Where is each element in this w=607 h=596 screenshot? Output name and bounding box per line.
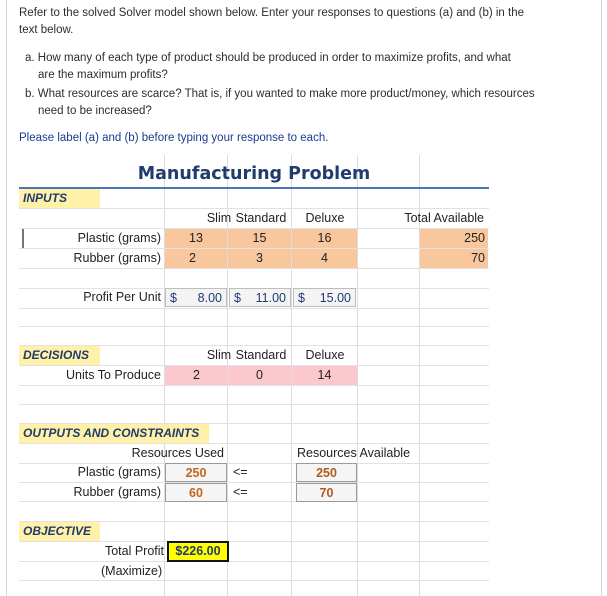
grid-row bbox=[19, 326, 489, 327]
question-b-line-1: b. What resources are scarce? That is, if you wanted to make more product/money, which resources bbox=[25, 88, 535, 100]
total-available-header[interactable]: Total Available bbox=[404, 211, 484, 225]
input-header-standard[interactable]: Standard bbox=[235, 211, 287, 225]
rubber-deluxe-cell[interactable]: 4 bbox=[292, 249, 357, 268]
currency-symbol: $ bbox=[298, 291, 305, 305]
input-header-slim[interactable]: Slim bbox=[206, 211, 232, 225]
units-standard-cell[interactable]: 0 bbox=[228, 366, 291, 385]
outputs-section-label[interactable]: OUTPUTS AND CONSTRAINTS bbox=[19, 424, 209, 443]
rubber-available-output-cell[interactable]: 70 bbox=[296, 483, 357, 502]
grid-row bbox=[19, 385, 489, 386]
intro-line-2: text below. bbox=[19, 24, 74, 36]
input-header-deluxe[interactable]: Deluxe bbox=[305, 211, 345, 225]
currency-symbol: $ bbox=[234, 291, 241, 305]
question-a bbox=[25, 50, 511, 84]
input-row-label[interactable]: Plastic (grams) bbox=[77, 231, 161, 245]
profit-per-unit-label[interactable]: Profit Per Unit bbox=[83, 290, 161, 304]
grid-row bbox=[19, 308, 489, 309]
units-to-produce-label[interactable]: Units To Produce bbox=[66, 368, 161, 382]
question-b-line-2: need to be increased? bbox=[38, 105, 152, 117]
solver-spreadsheet bbox=[19, 155, 489, 596]
objective-section-label[interactable]: OBJECTIVE bbox=[19, 522, 100, 541]
plastic-standard-cell[interactable]: 15 bbox=[228, 229, 291, 248]
label-note: Please label (a) and (b) before typing your response to each. bbox=[19, 132, 329, 144]
question-a-line-1: a. How many of each type of product should be produced in order to maximize profits, and what bbox=[25, 52, 511, 64]
output-row-label[interactable]: Plastic (grams) bbox=[77, 465, 161, 479]
decision-header-deluxe[interactable]: Deluxe bbox=[305, 348, 345, 362]
intro-text bbox=[19, 5, 524, 39]
grid-row bbox=[19, 404, 489, 405]
maximize-label[interactable]: (Maximize) bbox=[101, 564, 163, 578]
total-profit-label[interactable]: Total Profit bbox=[104, 544, 164, 558]
intro-line-1: Refer to the solved Solver model shown below. Enter your responses to questions (a) and (b) in the bbox=[19, 7, 524, 19]
profit-value: 8.00 bbox=[197, 291, 222, 305]
output-row-label[interactable]: Rubber (grams) bbox=[73, 485, 161, 499]
grid-row bbox=[19, 561, 489, 562]
input-row-label[interactable]: Rubber (grams) bbox=[73, 251, 161, 265]
rubber-used-cell[interactable]: 60 bbox=[165, 483, 227, 502]
plastic-available-output-cell[interactable]: 250 bbox=[296, 463, 357, 482]
rubber-standard-cell[interactable]: 3 bbox=[228, 249, 291, 268]
constraint-operator[interactable]: <= bbox=[233, 485, 248, 499]
plastic-slim-cell[interactable]: 13 bbox=[165, 229, 227, 248]
currency-symbol: $ bbox=[170, 291, 177, 305]
decisions-section-label[interactable]: DECISIONS bbox=[19, 346, 100, 365]
profit-slim-cell[interactable] bbox=[165, 288, 227, 307]
inputs-section-label[interactable]: INPUTS bbox=[19, 189, 100, 208]
resources-available-header[interactable]: Resources Available bbox=[297, 446, 411, 460]
rubber-available-cell[interactable]: 70 bbox=[420, 249, 488, 268]
grid-row bbox=[19, 268, 489, 269]
plastic-available-cell[interactable]: 250 bbox=[420, 229, 488, 248]
question-a-line-2: are the maximum profits? bbox=[38, 69, 168, 81]
plastic-deluxe-cell[interactable]: 16 bbox=[292, 229, 357, 248]
profit-value: 15.00 bbox=[319, 291, 351, 305]
sheet-title: Manufacturing Problem bbox=[137, 164, 371, 184]
profit-deluxe-cell[interactable] bbox=[293, 288, 356, 307]
units-deluxe-cell[interactable]: 14 bbox=[292, 366, 357, 385]
decision-header-standard[interactable]: Standard bbox=[235, 348, 287, 362]
question-b bbox=[25, 86, 535, 120]
grid-col bbox=[357, 155, 358, 596]
total-profit-cell[interactable]: $226.00 bbox=[167, 541, 229, 562]
resources-used-header[interactable]: Resources Used bbox=[131, 446, 224, 460]
constraint-operator[interactable]: <= bbox=[233, 465, 248, 479]
profit-value: 11.00 bbox=[255, 291, 286, 305]
grid-row bbox=[19, 580, 489, 581]
decision-header-slim[interactable]: Slim bbox=[206, 348, 232, 362]
units-slim-cell[interactable]: 2 bbox=[165, 366, 227, 385]
rubber-slim-cell[interactable]: 2 bbox=[165, 249, 227, 268]
profit-standard-cell[interactable] bbox=[229, 288, 291, 307]
plastic-used-cell[interactable]: 250 bbox=[165, 463, 227, 482]
